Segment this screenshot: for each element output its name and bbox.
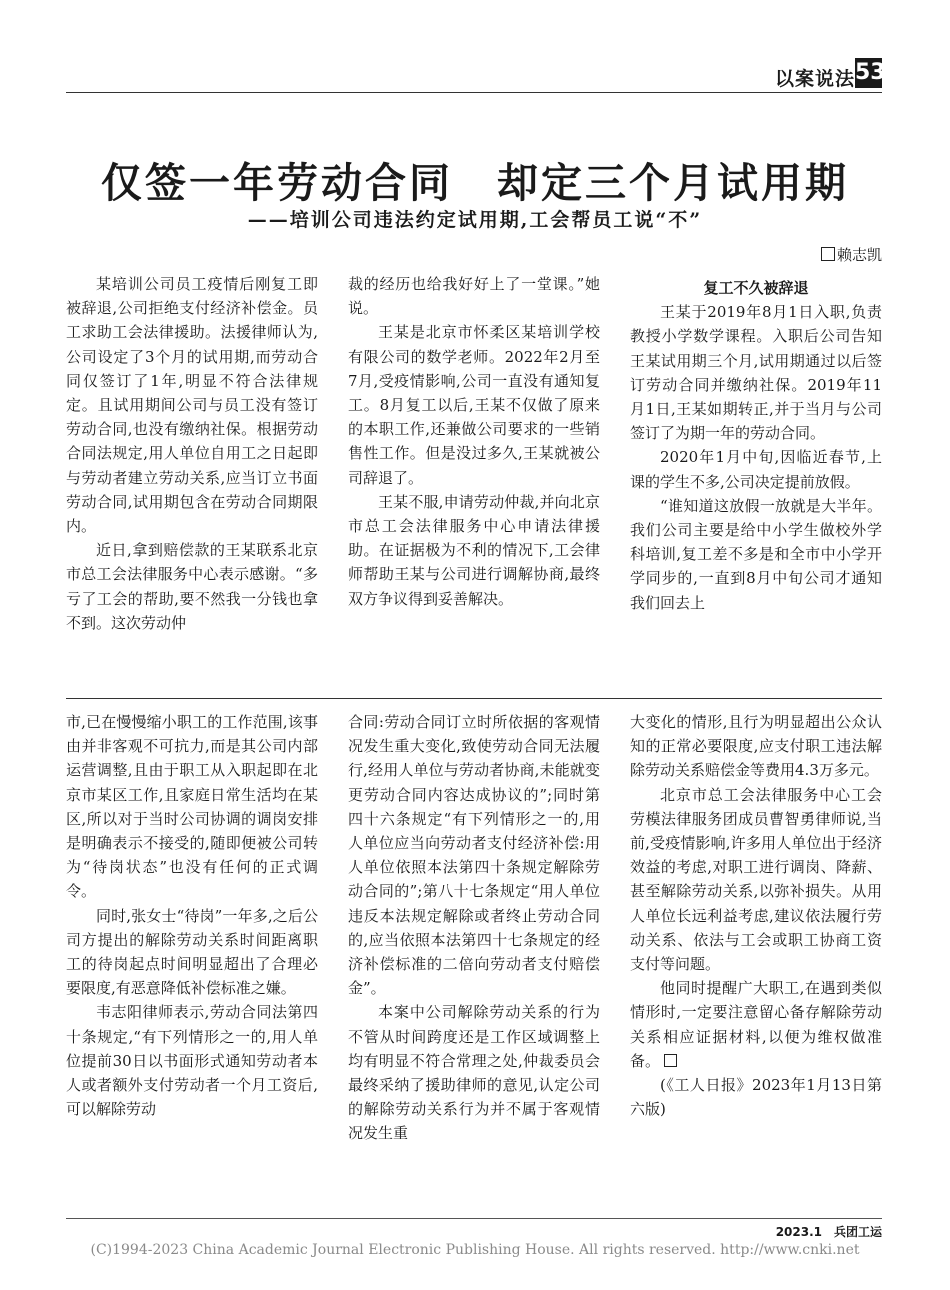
paragraph: “谁知道这放假一放就是大半年。我们公司主要是给中小学生做校外学科培训,复工差不多是和全市中小学开学同步的,一直到8月中旬公司才通知我们回去上: [630, 496, 882, 612]
paragraph: 裁的经历也给我好好上了一堂课。”她说。: [348, 275, 600, 318]
author-box-icon: [821, 247, 835, 261]
footer-issue: 2023.1 兵团工运: [775, 1225, 882, 1239]
paragraph: 合同:劳动合同订立时所依据的客观情况发生重大变化,致使劳动合同无法履行,经用人单位与劳动者协商,未能就变更劳动合同内容达成协议的”;同时第四十六条规定“有下列情形之一的,用人单位应当向劳动者支付经济补偿:用人单位依照本法第四十条规定解除劳动合同的”;第八十七条规定“用人单位违反本法规定解除或者终止劳动合同的,应当依照本法第四十七条规定的经济补偿标准的二倍向劳动者支付赔偿金”。: [348, 713, 600, 998]
paragraph: 王某不服,申请劳动仲裁,并向北京市总工会法律服务中心申请法律援助。在证据极为不利的情况下,工会律师帮助王某与公司进行调解协商,最终双方争议得到妥善解决。: [348, 492, 600, 608]
page-number: 53: [855, 58, 882, 88]
paragraph: 近日,拿到赔偿款的王某联系北京市总工会法律服务中心表示感谢。“多亏了工会的帮助,要不然我一分钱也拿不到。这次劳动仲: [66, 541, 318, 632]
column-name: 以案说法: [774, 68, 855, 90]
bottom-column-1: [66, 710, 318, 1121]
source-citation: (《工人日报》2023年1月13日第六版): [630, 1076, 882, 1119]
header-rule: [66, 92, 882, 93]
paragraph: 市,已在慢慢缩小职工的工作范围,该事由并非客观不可抗力,而是其公司内部运营调整,且由于职工从入职起即在北京市某区工作,且家庭日常生活均在某区,所以对于当时公司协调的调岗安排是明确表示不接受的,随即便被公司转为“待岗状态”也没有任何的正式调令。: [66, 713, 318, 901]
paragraph: 2020年1月中旬,因临近春节,上课的学生不多,公司决定提前放假。: [630, 448, 882, 491]
section-heading: 复工不久被辞退: [703, 279, 809, 297]
end-mark-icon: [664, 1054, 677, 1067]
paragraph: 某培训公司员工疫情后刚复工即被辞退,公司拒绝支付经济补偿金。员工求助工会法律援助。法援律师认为,公司设定了3个月的试用期,而劳动合同仅签订了1年,明显不符合法律规定。且试用期间公司与员工没有签订劳动合同,也没有缴纳社保。根据劳动合同法规定,用人单位自用工之日起即与劳动者建立劳动关系,应当订立书面劳动合同,试用期包含在劳动合同期限内。: [66, 275, 318, 536]
paragraph: 北京市总工会法律服务中心工会劳模法律服务团成员曹智勇律师说,当前,受疫情影响,许多用人单位出于经济效益的考虑,对职工进行调岗、降薪、甚至解除劳动关系,以弥补损失。从用人单位长远利益考虑,建议依法履行劳动关系、依法与工会或职工协商工资支付等问题。: [630, 785, 882, 974]
top-column-3: [630, 276, 882, 615]
author-name: 赖志凯: [836, 246, 882, 264]
article-subtitle: ——培训公司违法约定试用期,工会帮员工说“不”: [247, 209, 703, 231]
paragraph-text: 他同时提醒广大职工,在遇到类似情形时,一定要注意留心备存解除劳动关系相应证据材料,以便为维权做准备。: [630, 979, 882, 1070]
section-divider: [66, 698, 882, 699]
article-title: 仅签一年劳动合同 却定三个月试用期: [101, 159, 849, 207]
top-column-2: [348, 272, 600, 611]
bottom-column-2: [348, 710, 600, 1146]
paragraph: 王某是北京市怀柔区某培训学校有限公司的数学老师。2022年2月至7月,受疫情影响,公司一直没有通知复工。8月复工以后,王某不仅做了原来的本职工作,还兼做公司要求的一些销售性工作。但是没过多久,王某就被公司辞退了。: [348, 323, 600, 487]
paragraph: 同时,张女士“待岗”一年多,之后公司方提出的解除劳动关系时间距离职工的待岗起点时间明显超出了合理必要限度,有恶意降低补偿标准之嫌。: [66, 906, 318, 998]
author: [821, 244, 882, 265]
paragraph: 本案中公司解除劳动关系的行为不管从时间跨度还是工作区域调整上均有明显不符合常理之处,仲裁委员会最终采纳了援助律师的意见,认定公司的解除劳动关系行为并不属于客观情况发生重: [348, 1003, 600, 1143]
paragraph: 大变化的情形,且行为明显超出公众认知的正常必要限度,应支付职工违法解除劳动关系赔偿金等费用4.3万多元。: [630, 713, 882, 780]
top-column-1: [66, 272, 318, 635]
paragraph: [630, 976, 882, 1073]
bottom-column-3: [630, 710, 882, 1121]
paragraph: 韦志阳律师表示,劳动合同法第四十条规定,“有下列情形之一的,用人单位提前30日以书面形式通知劳动者本人或者额外支付劳动者一个月工资后,可以解除劳动: [66, 1003, 318, 1119]
paragraph: 王某于2019年8月1日入职,负责教授小学数学课程。入职后公司告知王某试用期三个月,试用期通过以后签订劳动合同并缴纳社保。2019年11月1日,王某如期转正,并于当月与公司签订了为期一年的劳动合同。: [630, 303, 882, 443]
copyright-watermark: (C)1994-2023 China Academic Journal Electronic Publishing House. All rights reserved. http://www.cnki.net: [90, 1242, 860, 1258]
footer-rule: [66, 1218, 882, 1219]
